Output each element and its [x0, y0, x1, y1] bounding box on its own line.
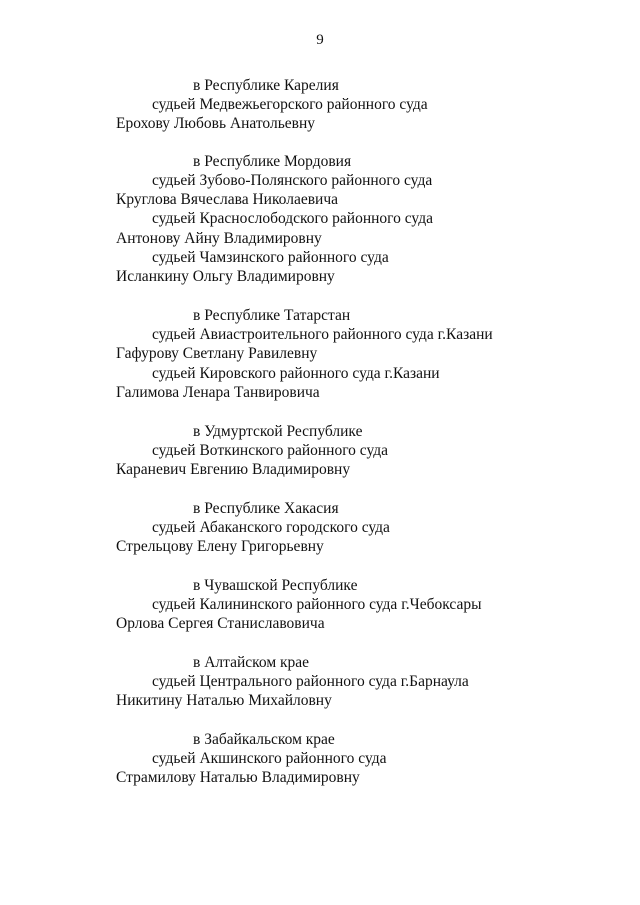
region-heading: в Республике Мордовия — [193, 153, 352, 170]
judge-name: Орлова Сергея Станиславовича — [116, 615, 325, 632]
judge-name: Ерохову Любовь Анатольевну — [116, 115, 316, 132]
region-heading: в Республике Карелия — [193, 77, 339, 94]
region-heading: в Алтайском крае — [193, 654, 310, 671]
region-heading: в Республике Татарстан — [193, 307, 351, 324]
court-line: судьей Центрального районного суда г.Барнаула — [152, 673, 469, 690]
court-line: судьей Медвежьегорского районного суда — [152, 96, 428, 113]
court-line: судьей Кировского районного суда г.Казани — [152, 365, 440, 382]
judge-name: Стрельцову Елену Григорьевну — [116, 538, 324, 555]
judge-name: Исланкину Ольгу Владимировну — [116, 268, 335, 285]
judge-name: Гафурову Светлану Равилевну — [116, 345, 318, 362]
court-line: судьей Краснослободского районного суда — [152, 210, 433, 227]
region-heading: в Забайкальском крае — [193, 731, 335, 748]
judge-name: Галимова Ленара Танвировича — [116, 384, 320, 401]
judge-name: Никитину Наталью Михайловну — [116, 692, 332, 709]
page-number: 9 — [316, 32, 324, 48]
court-line: судьей Зубово-Полянского районного суда — [152, 172, 433, 189]
judge-name: Антонову Айну Владимировну — [116, 230, 322, 247]
judge-name: Караневич Евгению Владимировну — [116, 461, 351, 478]
court-line: судьей Калининского районного суда г.Чебоксары — [152, 596, 482, 613]
court-line: судьей Чамзинского районного суда — [152, 249, 389, 266]
judge-name: Круглова Вячеслава Николаевича — [116, 191, 339, 208]
region-heading: в Республике Хакасия — [193, 500, 339, 517]
court-line: судьей Воткинского районного суда — [152, 442, 389, 459]
judge-name: Страмилову Наталью Владимировну — [116, 769, 360, 786]
region-heading: в Удмуртской Республике — [193, 423, 363, 440]
court-line: судьей Акшинского районного суда — [152, 750, 387, 767]
court-line: судьей Абаканского городского суда — [152, 519, 390, 536]
court-line: судьей Авиастроительного районного суда г.Казани — [152, 326, 493, 343]
region-heading: в Чувашской Республике — [193, 577, 358, 594]
